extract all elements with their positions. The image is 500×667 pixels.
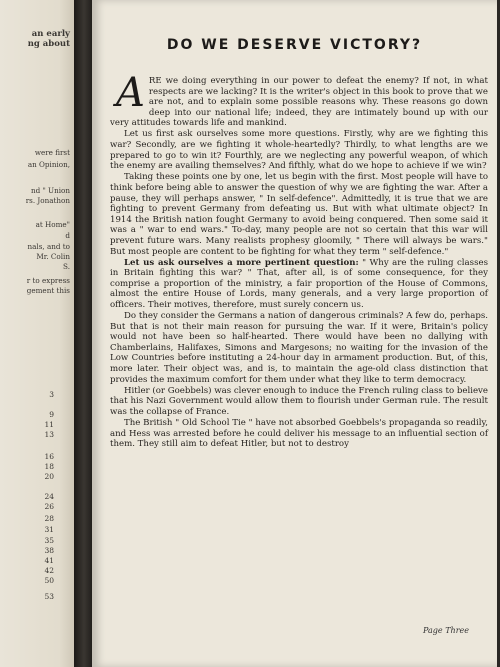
- facing-text-fragment: an Opinion,: [27, 160, 70, 169]
- facing-page-number: 3: [49, 390, 54, 399]
- facing-page-number: 50: [44, 576, 54, 585]
- facing-page-number: 31: [44, 525, 54, 534]
- paragraph-4: [110, 258, 488, 311]
- facing-page-number: 24: [44, 492, 54, 501]
- facing-page-number: 28: [44, 514, 54, 523]
- paragraph-5: Do they consider the Germans a nation of dangerous criminals? A few do, perhaps. But that is not their main reason for pursuing the war. If it were, Britain's policy would not have been so half-hearted. There would have been no dallying with Chamberlains, Halifaxes, Simons and Margesons; no waiting for the invasion of the Low Countries before instituting a 24-hour day in armament production. But, of this, more later. Their object was, and is, to maintain the age-old class distinction that provides the maximum comfort for them under what they like to term democracy.: [110, 311, 488, 385]
- facing-text-fragment: r to express: [26, 276, 70, 285]
- facing-page: [0, 0, 74, 667]
- facing-page-number: 41: [44, 556, 54, 565]
- facing-text-fragment: gement this: [26, 286, 70, 295]
- drop-cap: A: [116, 70, 145, 116]
- facing-page-number: 18: [44, 462, 54, 471]
- facing-page-number: 53: [44, 592, 54, 601]
- facing-text-fragment: S.: [63, 262, 70, 271]
- facing-text-fragment: an early: [31, 29, 70, 39]
- facing-page-number: 20: [44, 472, 54, 481]
- facing-text-fragment: d: [65, 231, 70, 240]
- page-three: [92, 0, 497, 667]
- facing-page-number: 13: [44, 430, 54, 439]
- facing-page-number: 11: [44, 420, 54, 429]
- paragraph-2: Let us first ask ourselves some more questions. Firstly, why are we fighting this war? Secondly, are we fighting it whole-heartedly? Thirdly, to what lengths are we prepared to go to win it? Fourthly, are we neglecting any powerful weapon, of which the enemy are availing themselves? And fifthly, what do we hope to achieve if we win?: [110, 129, 488, 172]
- facing-page-number: 38: [44, 546, 54, 555]
- paragraph-1-text: RE we doing everything in our power to defeat the enemy? If not, in what respects are we lacking? It is the writer's object in this book to prove that we are not, and to explain some possible reasons why. These reasons go down deep into our national life; indeed, they are intimately bound up with our very attitudes towards life and mankind.: [110, 76, 488, 129]
- facing-text-fragment: nd " Union: [30, 186, 70, 195]
- paragraph-1: [110, 70, 488, 129]
- paragraph-4-text: " Why are the ruling classes in Britain fighting this war? " That, after all, is of some consequence, for they comprise a proportion of the ministry, a fair proportion of the House of Commons, almost the entire House of Lords, many generals, and a very large proportion of officers. Their motives, therefore, must surely concern us.: [110, 257, 488, 310]
- facing-page-number: 26: [44, 502, 54, 511]
- facing-page-number: 42: [44, 566, 54, 575]
- facing-page-number: 16: [44, 452, 54, 461]
- facing-page-number: 9: [49, 410, 54, 419]
- article-title: DO WE DESERVE VICTORY?: [166, 37, 423, 53]
- book-gutter: [74, 0, 94, 667]
- facing-text-fragment: rs. Jonathon: [25, 196, 70, 205]
- paragraph-3: Taking these points one by one, let us begin with the first. Most people will have to think before being able to answer the question of why we are fighting the war. After a pause, they will perhaps answer, " In self-defence". Admittedly, it is true that we are fighting to prevent Germany from defeating us. But with what ultimate object? In 1914 the British nation fought Germany to avoid being conquered. Then some said it was a " war to end wars." To-day, many people are not so certain that this war will prevent future wars. Many realists prophesy gloomily, " There will always be wars." But most people are content to be fighting for what they term " self-defence.": [110, 172, 488, 257]
- facing-text-fragment: were first: [34, 148, 70, 157]
- article-body: [110, 70, 488, 450]
- facing-text-fragment: Mr. Colin: [36, 252, 70, 261]
- paragraph-6: Hitler (or Goebbels) was clever enough to induce the French ruling class to believe that his Nazi Government would allow them to flourish under German rule. The result was the collapse of France.: [110, 385, 488, 417]
- paragraph-7: The British " Old School Tie " have not absorbed Goebbels's propaganda so readily, and Hess was arrested before he could deliver his message to an influential section of them. They still aim to defeat Hitler, but not to destroy: [110, 418, 488, 450]
- facing-text-fragment: ng about: [27, 39, 70, 49]
- paragraph-4-lead: Let us ask ourselves a more pertinent question:: [124, 257, 359, 268]
- page-number: Page Three: [423, 626, 469, 635]
- facing-page-number: 35: [44, 536, 54, 545]
- facing-text-fragment: at Home": [35, 220, 70, 229]
- facing-text-fragment: nals, and to: [27, 242, 70, 251]
